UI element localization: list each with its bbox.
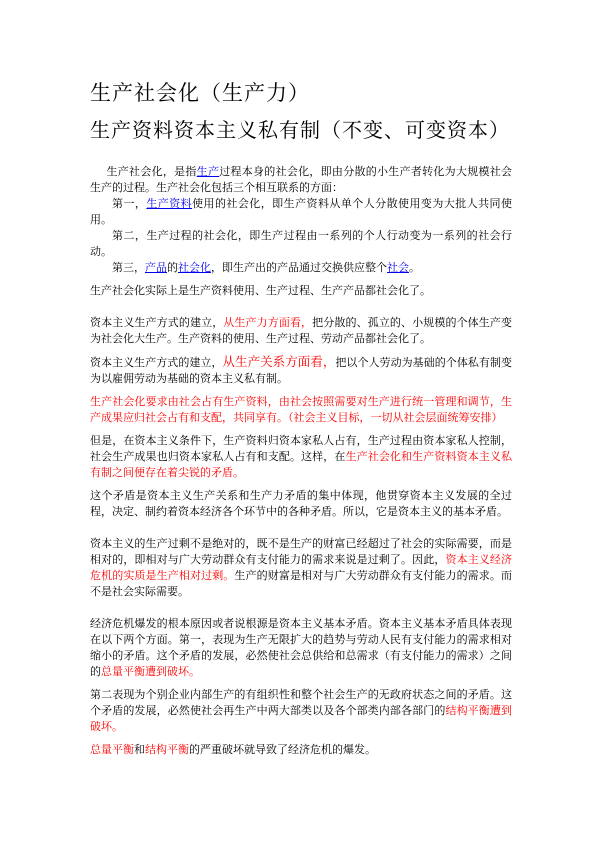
text-run: 把以个人劳动为基础的个体私有制变为以雇佣劳动为基础的资本主义私有制。	[90, 357, 512, 385]
paragraph	[90, 196, 512, 228]
text-run: 经济危机爆发的根本原因或者说根源是资本主义基本矛盾。资本主义基本矛盾具体表现在以下两个方面。第一，表现为生产无限扩大的趋势与劳动人民有支付能力的需求相对缩小的矛盾。这个矛盾的发展，必然使社会总供给和总需求（有支付能力的需求）之间的	[90, 618, 512, 678]
text-run: 这个矛盾是资本主义生产关系和生产力矛盾的集中体现，他贯穿资本主义发展的全过程，决定、制约着资本经济各个环节中的各种矛盾。所以，它是资本主义的基本矛盾。	[90, 490, 512, 518]
document-title-production-socialization: 生产社会化（生产力）	[90, 81, 310, 105]
text-run: 总量平衡	[90, 744, 134, 756]
text-run: 生产社会化，是指	[106, 166, 197, 178]
paragraph	[90, 164, 512, 196]
text-run: 资本主义的生产过剩不是绝对的，既不是生产的财富已经超过了社会的实际需要，而是相对的，即相对与广大劳动群众有支付能力的需求来说是过剩了。因此，	[90, 538, 512, 566]
paragraph	[90, 315, 512, 347]
text-run: 使用的社会化，即生产资料从单个人分散使用变为大批人共同使用。	[90, 198, 513, 226]
hyperlink[interactable]: 社会	[387, 262, 409, 274]
text-run: 的严重破坏就导致了经济危机的爆发。	[189, 744, 376, 756]
text-run: 生产的财富是相对与广大劳动群众有支付能力的需求。而不是社会实际需要。	[90, 570, 512, 598]
text-run: 结构平衡遭到破坏。	[90, 705, 513, 733]
text-run: 的	[167, 262, 178, 274]
paragraph	[90, 687, 512, 735]
text-run: 把分散的、孤立的、小规模的个体生产变为社会化大生产。生产资料的使用、生产过程、劳动产品都社会化了。	[90, 317, 513, 345]
text-run: 第二，生产过程的社会化，即生产过程由一系列的个人行动变为一系列的社会行动。	[90, 230, 512, 258]
text-run: 生产社会化和生产资料资本主义私有制之间便存在着尖锐的矛盾。	[90, 451, 513, 479]
paragraph	[90, 536, 512, 600]
paragraph	[90, 488, 512, 520]
text-run: 结构平衡	[145, 744, 189, 756]
hyperlink[interactable]: 产品	[145, 262, 167, 274]
paragraph	[90, 283, 512, 299]
text-run: 第一，	[112, 198, 147, 210]
paragraph	[90, 260, 512, 276]
paragraph	[90, 394, 512, 426]
text-run: 第二表现为个别企业内部生产的有组织性和整个社会生产的无政府状态之间的矛盾。这个矛盾的发展，必然使社会再生产中两大部类以及各个部类内部各部门的	[90, 689, 512, 717]
hyperlink[interactable]: 社会化	[178, 262, 211, 274]
text-run: 从生产关系方面看，	[222, 355, 336, 369]
text-run: 资本主义生产方式的建立，	[90, 357, 223, 369]
text-run: 过程本身的社会化，即由分散的小生产者转化为大规模社会生产的过程。生产社会化包括三个相互联系的方面：	[90, 166, 513, 194]
text-run: 从生产力方面看，	[223, 317, 313, 329]
text-run: 生产社会化要求由社会占有生产资料，由社会按照需要对生产进行统一管理和调节，生产成果应归社会占有和支配，共同享有。（社会主义目标，一切从社会层面统筹安排）	[90, 396, 512, 424]
paragraph	[90, 354, 512, 387]
text-run: ，即生产出的产品通过交换供应整个	[211, 262, 387, 274]
text-run: 生产社会化实际上是生产资料使用、生产过程、生产产品都社会化了。	[90, 285, 431, 297]
paragraph	[90, 742, 512, 758]
text-run: 但是，在资本主义条件下，生产资料归资本家私人占有，生产过程由资本家私人控制，社会生产成果也归资本家私人占有和支配。这样，在	[90, 435, 512, 463]
text-run: 资本主义生产方式的建立，	[90, 317, 224, 329]
paragraph	[90, 433, 512, 481]
paragraph	[90, 228, 512, 260]
paragraph	[90, 616, 512, 680]
text-run: 和	[134, 744, 145, 756]
text-run: 第三，	[112, 262, 145, 274]
hyperlink[interactable]: 生产资料	[146, 198, 193, 210]
text-run: 总量平衡遭到破坏。	[101, 666, 200, 678]
document-title-capitalist-private-ownership: 生产资料资本主义私有制（不变、可变资本）	[90, 120, 510, 142]
text-run: 。	[409, 262, 420, 274]
hyperlink[interactable]: 生产	[196, 166, 220, 178]
document-body	[90, 164, 512, 758]
text-run: 资本主义经济危机的实质是生产相对过剩。	[90, 554, 513, 582]
